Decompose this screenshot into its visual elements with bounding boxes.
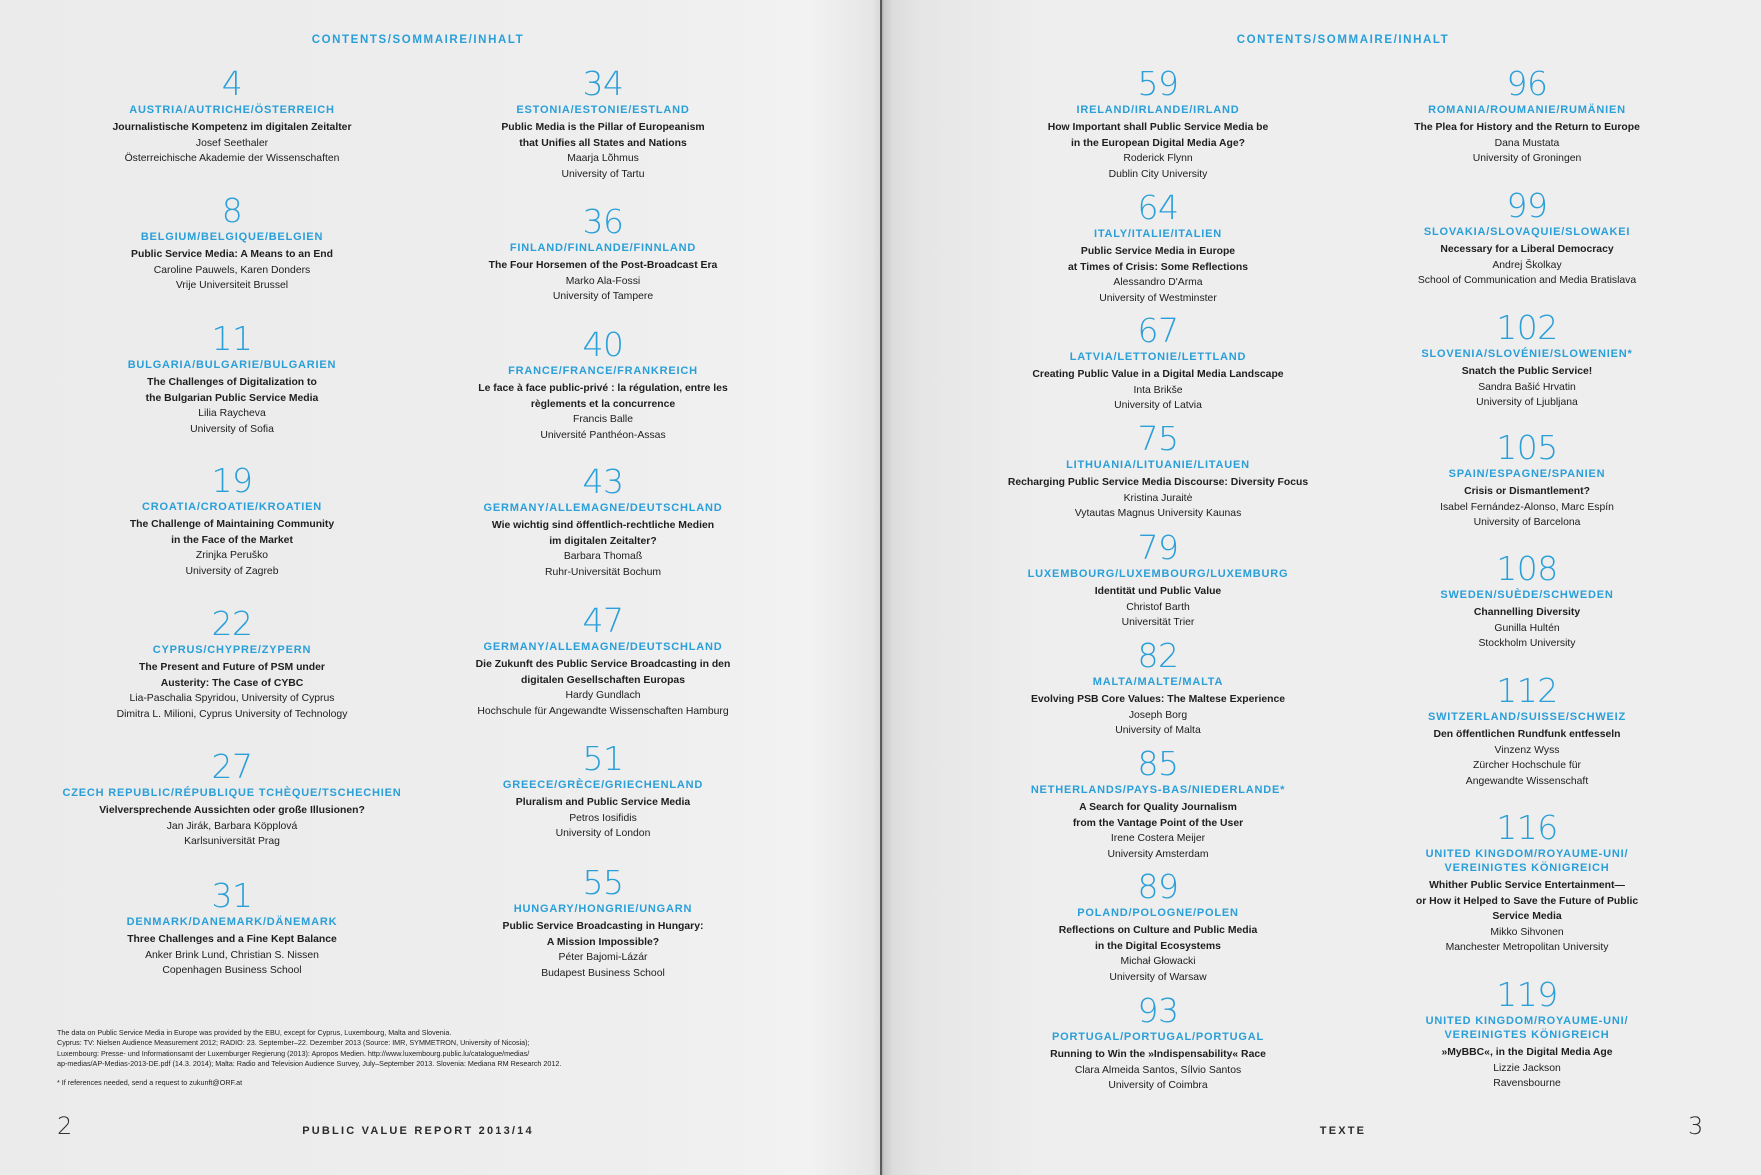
toc-affiliation: Dimitra L. Milioni, Cyprus University of Technology — [116, 708, 348, 720]
toc-article-title: in the Face of the Market — [171, 534, 293, 546]
toc-author: Andrej Školkay — [1492, 259, 1562, 271]
toc-country: LUXEMBOURG/LUXEMBOURG/LUXEMBURG — [1027, 568, 1289, 580]
toc-author: Inta Brikše — [1133, 384, 1183, 396]
toc-page-number: 34 — [582, 64, 624, 103]
toc-entry[interactable] — [968, 311, 1348, 414]
toc-country: SWEDEN/SUÈDE/SCHWEDEN — [1440, 589, 1614, 601]
toc-page-number: 108 — [1496, 549, 1558, 588]
toc-country: FRANCE/FRANCE/FRANKREICH — [508, 365, 698, 377]
toc-country: ITALY/ITALIE/ITALIEN — [1093, 228, 1223, 240]
toc-entry[interactable] — [968, 64, 1348, 182]
toc-entry[interactable] — [413, 202, 793, 305]
toc-article-title: Necessary for a Liberal Democracy — [1440, 244, 1614, 255]
left-page-number: 2 — [57, 1112, 73, 1140]
toc-affiliation: University of Tampere — [552, 291, 654, 302]
toc-affiliation: University of Westminster — [1099, 292, 1217, 304]
toc-affiliation: Ravensbourne — [1493, 1078, 1561, 1089]
toc-page-number: 82 — [1137, 636, 1179, 675]
toc-article-title: Three Challenges and a Fine Kept Balance — [127, 934, 337, 945]
toc-page-number: 51 — [582, 739, 624, 778]
toc-author: Josef Seethaler — [195, 137, 269, 149]
toc-article-title: The Present and Future of PSM under — [139, 662, 325, 673]
toc-article-title: Running to Win the »Indispensability« Race — [1050, 1049, 1266, 1060]
toc-article-title: im digitalen Zeitalter? — [549, 535, 657, 547]
toc-author: Lia-Paschalia Spyridou, University of Cyprus — [129, 693, 335, 704]
toc-page-number: 40 — [582, 325, 624, 364]
toc-article-title: that Unifies all States and Nations — [519, 137, 687, 149]
toc-entry[interactable] — [968, 636, 1348, 739]
toc-affiliation: Vrije Universiteit Brussel — [175, 280, 289, 291]
toc-affiliation: Universität Trier — [1121, 617, 1195, 628]
toc-country: VEREINIGTES KÖNIGREICH — [1444, 862, 1610, 874]
toc-article-title: règlements et la concurrence — [530, 398, 676, 410]
toc-entry[interactable] — [1337, 308, 1717, 411]
toc-affiliation: Karlsuniversität Prag — [184, 836, 280, 847]
toc-page-number: 75 — [1137, 419, 1179, 458]
toc-article-title: A Mission Impossible? — [546, 936, 660, 948]
toc-entry[interactable] — [1337, 428, 1717, 531]
toc-author: Clara Almeida Santos, Sílvio Santos — [1074, 1064, 1242, 1076]
toc-affiliation: University of Warsaw — [1109, 971, 1207, 983]
toc-entry[interactable] — [413, 325, 793, 443]
toc-article-title: Public Service Broadcasting in Hungary: — [502, 921, 704, 932]
toc-entry[interactable] — [413, 863, 793, 981]
toc-entry[interactable] — [1337, 549, 1717, 652]
toc-page-number: 99 — [1506, 186, 1548, 225]
toc-entry[interactable] — [413, 601, 793, 719]
toc-article-title: Le face à face public-privé : la régulation, entre les — [478, 383, 728, 394]
toc-affiliation: Dublin City University — [1108, 168, 1208, 180]
toc-article-title: the Bulgarian Public Service Media — [145, 392, 319, 404]
toc-article-title: Crisis or Dismantlement? — [1464, 486, 1590, 497]
toc-entry[interactable] — [413, 64, 793, 182]
toc-article-title: from the Vantage Point of the User — [1072, 817, 1244, 829]
toc-author: Jan Jirák, Barbara Köpplová — [166, 820, 298, 832]
toc-country: SLOVENIA/SLOVÉNIE/SLOWENIEN* — [1421, 348, 1633, 360]
toc-article-title: »MyBBC«, in the Digital Media Age — [1441, 1047, 1613, 1058]
toc-page-number: 43 — [582, 462, 624, 501]
toc-author: Mikko Sihvonen — [1490, 926, 1564, 938]
toc-country: BELGIUM/BELGIQUE/BELGIEN — [140, 231, 324, 243]
toc-affiliation: School of Communication and Media Bratislava — [1417, 275, 1637, 286]
toc-author: Petros Iosifidis — [569, 812, 637, 824]
toc-entry[interactable] — [42, 64, 422, 167]
toc-article-title: Reflections on Culture and Public Media — [1058, 925, 1258, 936]
toc-affiliation: Angewandte Wissenschaft — [1465, 775, 1589, 787]
toc-author: Hardy Gundlach — [565, 690, 641, 701]
toc-country: IRELAND/IRLANDE/IRLAND — [1076, 104, 1240, 116]
toc-entry[interactable] — [1337, 64, 1717, 167]
toc-page-number: 11 — [211, 319, 253, 358]
toc-entry[interactable] — [968, 419, 1348, 522]
toc-article-title: Channelling Diversity — [1473, 607, 1581, 618]
right-page-header: CONTENTS/SOMMAIRE/INHALT — [1236, 34, 1450, 46]
toc-country: UNITED KINGDOM/ROYAUME-UNI/ — [1425, 1015, 1629, 1027]
toc-entry[interactable] — [42, 747, 422, 850]
toc-page-number: 67 — [1137, 311, 1179, 350]
toc-affiliation: University of Coimbra — [1108, 1080, 1208, 1091]
toc-author: Roderick Flynn — [1123, 153, 1193, 164]
toc-country: BULGARIA/BULGARIE/BULGARIEN — [127, 359, 337, 371]
toc-affiliation: Zürcher Hochschule für — [1473, 760, 1581, 771]
toc-author: Alessandro D'Arma — [1113, 277, 1203, 288]
toc-author: Barbara Thomaß — [563, 551, 643, 562]
toc-article-title: Creating Public Value in a Digital Media Landscape — [1032, 369, 1284, 380]
toc-page-number: 112 — [1496, 671, 1558, 710]
toc-page-number: 105 — [1496, 428, 1558, 467]
toc-article-title: The Plea for History and the Return to Europe — [1414, 122, 1640, 133]
toc-article-title: The Challenge of Maintaining Community — [129, 519, 335, 530]
footnote-line: ap-medias/AP-Medias-2013-DE.pdf (14.3. 2014); Malta: Radio and Television Audience Survey, July–September 2013. Slovenia: Mediana RM Research 2012. — [57, 1059, 562, 1069]
toc-article-title: Evolving PSB Core Values: The Maltese Experience — [1030, 694, 1286, 705]
footnote-line: Cyprus: TV: Nielsen Audience Measurement 2012; RADIO: 23. September–22. Dezember 2013 (Source: IMR, SYMMETRON, University of Nicosia); — [57, 1038, 530, 1048]
toc-affiliation: University of Latvia — [1114, 400, 1202, 411]
toc-entry[interactable] — [42, 461, 422, 579]
toc-author: Anker Brink Lund, Christian S. Nissen — [145, 949, 319, 961]
toc-page-number: 85 — [1137, 744, 1179, 783]
toc-entry[interactable] — [968, 867, 1348, 985]
toc-entry[interactable] — [413, 462, 793, 580]
toc-author: Péter Bajomi-Lázár — [558, 952, 648, 963]
toc-entry[interactable] — [42, 319, 422, 437]
toc-country: NETHERLANDS/PAYS-BAS/NIEDERLANDE* — [1030, 784, 1286, 796]
toc-country: FINLAND/FINLANDE/FINNLAND — [509, 242, 697, 254]
toc-article-title: Whither Public Service Entertainment— — [1429, 880, 1625, 891]
toc-entry[interactable] — [413, 739, 793, 842]
toc-entry[interactable] — [1337, 186, 1717, 289]
toc-page-number: 89 — [1137, 867, 1179, 906]
toc-country: SWITZERLAND/SUISSE/SCHWEIZ — [1427, 711, 1627, 723]
toc-country: GERMANY/ALLEMAGNE/DEUTSCHLAND — [483, 641, 723, 653]
toc-page-number: 116 — [1496, 808, 1558, 847]
toc-affiliation: Ruhr-Universität Bochum — [544, 566, 662, 578]
toc-affiliation: University of London — [555, 828, 651, 839]
toc-author: Lizzie Jackson — [1493, 1062, 1561, 1074]
toc-article-title: Wie wichtig sind öffentlich-rechtliche Medien — [491, 520, 715, 531]
toc-country: GERMANY/ALLEMAGNE/DEUTSCHLAND — [483, 502, 723, 514]
toc-article-title: A Search for Quality Journalism — [1079, 802, 1237, 813]
toc-article-title: digitalen Gesellschaften Europas — [521, 674, 685, 686]
toc-country: DENMARK/DANEMARK/DÄNEMARK — [126, 916, 338, 928]
toc-article-title: Public Service Media in Europe — [1080, 246, 1236, 257]
toc-affiliation: University of Groningen — [1472, 153, 1582, 164]
toc-author: Joseph Borg — [1128, 709, 1188, 721]
toc-author: Kristina Juraitė — [1123, 492, 1193, 504]
toc-article-title: Public Media is the Pillar of Europeanism — [501, 122, 705, 133]
toc-country: CYPRUS/CHYPRE/ZYPERN — [152, 644, 312, 656]
toc-affiliation: University of Tartu — [561, 168, 645, 180]
toc-country: UNITED KINGDOM/ROYAUME-UNI/ — [1425, 848, 1629, 860]
toc-affiliation: University of Sofia — [190, 423, 274, 435]
toc-article-title: Journalistische Kompetenz im digitalen Zeitalter — [112, 122, 352, 133]
toc-article-title: Den öffentlichen Rundfunk entfesseln — [1433, 729, 1621, 740]
toc-affiliation: University Amsterdam — [1107, 848, 1209, 860]
toc-page-number: 55 — [582, 863, 624, 902]
toc-page-number: 102 — [1496, 308, 1558, 347]
toc-article-title: The Challenges of Digitalization to — [147, 377, 317, 388]
left-footer-label: PUBLIC VALUE REPORT 2013/14 — [302, 1125, 534, 1137]
toc-country: CROATIA/CROATIE/KROATIEN — [142, 501, 322, 513]
toc-author: Caroline Pauwels, Karen Donders — [153, 264, 311, 276]
right-footer-label: TEXTE — [1319, 1125, 1367, 1137]
toc-article-title: in the European Digital Media Age? — [1071, 137, 1245, 149]
toc-author: Michał Głowacki — [1120, 956, 1196, 967]
toc-page-number: 19 — [211, 461, 253, 500]
toc-article-title: Public Service Media: A Means to an End — [131, 249, 333, 260]
toc-article-title: Austerity: The Case of CYBC — [160, 677, 304, 689]
toc-country: SLOVAKIA/SLOVAQUIE/SLOWAKEI — [1423, 226, 1631, 238]
toc-affiliation: Université Panthéon-Assas — [540, 429, 666, 441]
toc-author: Isabel Fernández-Alonso, Marc Espín — [1440, 501, 1614, 513]
toc-country: CZECH REPUBLIC/RÉPUBLIQUE TCHÈQUE/TSCHECHIEN — [62, 787, 402, 799]
toc-article-title: Pluralism and Public Service Media — [515, 797, 691, 808]
toc-affiliation: Copenhagen Business School — [162, 965, 302, 976]
toc-author: Lilia Raycheva — [198, 408, 266, 419]
toc-article-title: Snatch the Public Service! — [1461, 366, 1593, 377]
toc-page-number: 36 — [582, 202, 624, 241]
right-page-number: 3 — [1688, 1112, 1704, 1140]
reference-note: * If references needed, send a request to zukunft@ORF.at — [57, 1077, 243, 1087]
toc-country: LATVIA/LETTONIE/LETTLAND — [1069, 351, 1247, 363]
toc-affiliation: Budapest Business School — [541, 967, 665, 979]
toc-author: Dana Mustata — [1494, 137, 1560, 149]
toc-article-title: Service Media — [1492, 911, 1562, 922]
toc-author: Maarja Lõhmus — [567, 153, 639, 164]
toc-country: AUSTRIA/AUTRICHE/ÖSTERREICH — [129, 104, 335, 116]
toc-entry[interactable] — [968, 744, 1348, 862]
book-spine — [880, 0, 882, 1175]
footnote-line: Luxembourg: Presse- und Informationsamt der Luxemburger Regierung (2013): Apropos Medien. http://www.luxembourg.public.lu/catalogue/medias/ — [57, 1048, 530, 1058]
toc-entry[interactable] — [1337, 975, 1717, 1092]
toc-page-number: 8 — [221, 191, 243, 230]
toc-country: MALTA/MALTE/MALTA — [1092, 676, 1224, 688]
toc-affiliation: Österreichische Akademie der Wissenschaften — [124, 153, 340, 164]
toc-article-title: The Four Horsemen of the Post-Broadcast Era — [488, 260, 718, 271]
toc-country: SPAIN/ESPAGNE/SPANIEN — [1448, 468, 1606, 480]
toc-page-number: 27 — [211, 747, 253, 786]
toc-affiliation: University of Zagreb — [185, 565, 279, 577]
toc-country: ESTONIA/ESTONIE/ESTLAND — [516, 104, 690, 116]
footnote-line: The data on Public Service Media in Europe was provided by the EBU, except for Cyprus, Luxembourg, Malta and Slovenia. — [57, 1028, 452, 1037]
toc-entry[interactable] — [968, 528, 1348, 631]
toc-affiliation: Hochschule für Angewandte Wissenschaften Hamburg — [477, 705, 729, 717]
toc-affiliation: Vytautas Magnus University Kaunas — [1074, 508, 1242, 519]
toc-article-title: in the Digital Ecosystems — [1095, 940, 1221, 952]
toc-country: HUNGARY/HONGRIE/UNGARN — [513, 903, 693, 915]
toc-page-number: 96 — [1506, 64, 1548, 103]
toc-page-number: 4 — [221, 64, 243, 103]
toc-page-number: 22 — [211, 604, 253, 643]
toc-author: Christof Barth — [1126, 601, 1190, 613]
toc-article-title: Vielversprechende Aussichten oder große Illusionen? — [99, 805, 365, 816]
toc-page-number: 59 — [1137, 64, 1179, 103]
toc-article-title: Die Zukunft des Public Service Broadcasting in den — [475, 659, 731, 670]
toc-entry[interactable] — [42, 191, 422, 294]
toc-affiliation: Manchester Metropolitan University — [1445, 942, 1609, 953]
toc-country: LITHUANIA/LITUANIE/LITAUEN — [1066, 459, 1250, 471]
toc-entry[interactable] — [968, 188, 1348, 306]
toc-country: VEREINIGTES KÖNIGREICH — [1444, 1029, 1610, 1041]
toc-country: GREECE/GRÈCE/GRIECHENLAND — [502, 779, 704, 791]
toc-article-title: Identität und Public Value — [1094, 586, 1222, 597]
toc-affiliation: University of Ljubljana — [1476, 397, 1578, 408]
toc-page-number: 93 — [1137, 991, 1179, 1030]
toc-author: Marko Ala-Fossi — [565, 275, 641, 287]
toc-article-title: at Times of Crisis: Some Reflections — [1068, 261, 1248, 273]
toc-author: Vinzenz Wyss — [1494, 744, 1560, 756]
footnote — [57, 1028, 757, 1088]
toc-author: Sandra Bašić Hrvatin — [1478, 381, 1576, 393]
toc-affiliation: Stockholm University — [1478, 638, 1576, 649]
left-page-header: CONTENTS/SOMMAIRE/INHALT — [311, 34, 525, 46]
toc-affiliation: University of Barcelona — [1473, 517, 1581, 528]
toc-author: Irene Costera Meijer — [1110, 833, 1206, 844]
toc-entry[interactable] — [1337, 808, 1717, 956]
toc-article-title: Recharging Public Service Media Discourse: Diversity Focus — [1007, 477, 1309, 488]
toc-author: Francis Balle — [572, 414, 634, 425]
toc-article-title: or How it Helped to Save the Future of Public — [1415, 895, 1639, 907]
toc-page-number: 64 — [1137, 188, 1179, 227]
toc-country: PORTUGAL/PORTUGAL/PORTUGAL — [1051, 1031, 1265, 1043]
toc-author: Zrinjka Peruško — [195, 550, 269, 561]
toc-entry[interactable] — [968, 991, 1348, 1094]
toc-entry[interactable] — [42, 604, 422, 722]
toc-affiliation: University of Malta — [1115, 725, 1201, 736]
toc-author: Gunilla Hultén — [1494, 622, 1560, 634]
toc-page-number: 119 — [1496, 975, 1558, 1014]
toc-article-title: How Important shall Public Service Media be — [1047, 122, 1269, 133]
toc-page-number: 31 — [211, 876, 253, 915]
toc-entry[interactable] — [1337, 671, 1717, 789]
toc-country: ROMANIA/ROUMANIE/RUMÄNIEN — [1428, 104, 1626, 116]
toc-page-number: 47 — [582, 601, 624, 640]
toc-country: POLAND/POLOGNE/POLEN — [1077, 907, 1239, 919]
toc-page-number: 79 — [1137, 528, 1179, 567]
toc-entry[interactable] — [42, 876, 422, 979]
